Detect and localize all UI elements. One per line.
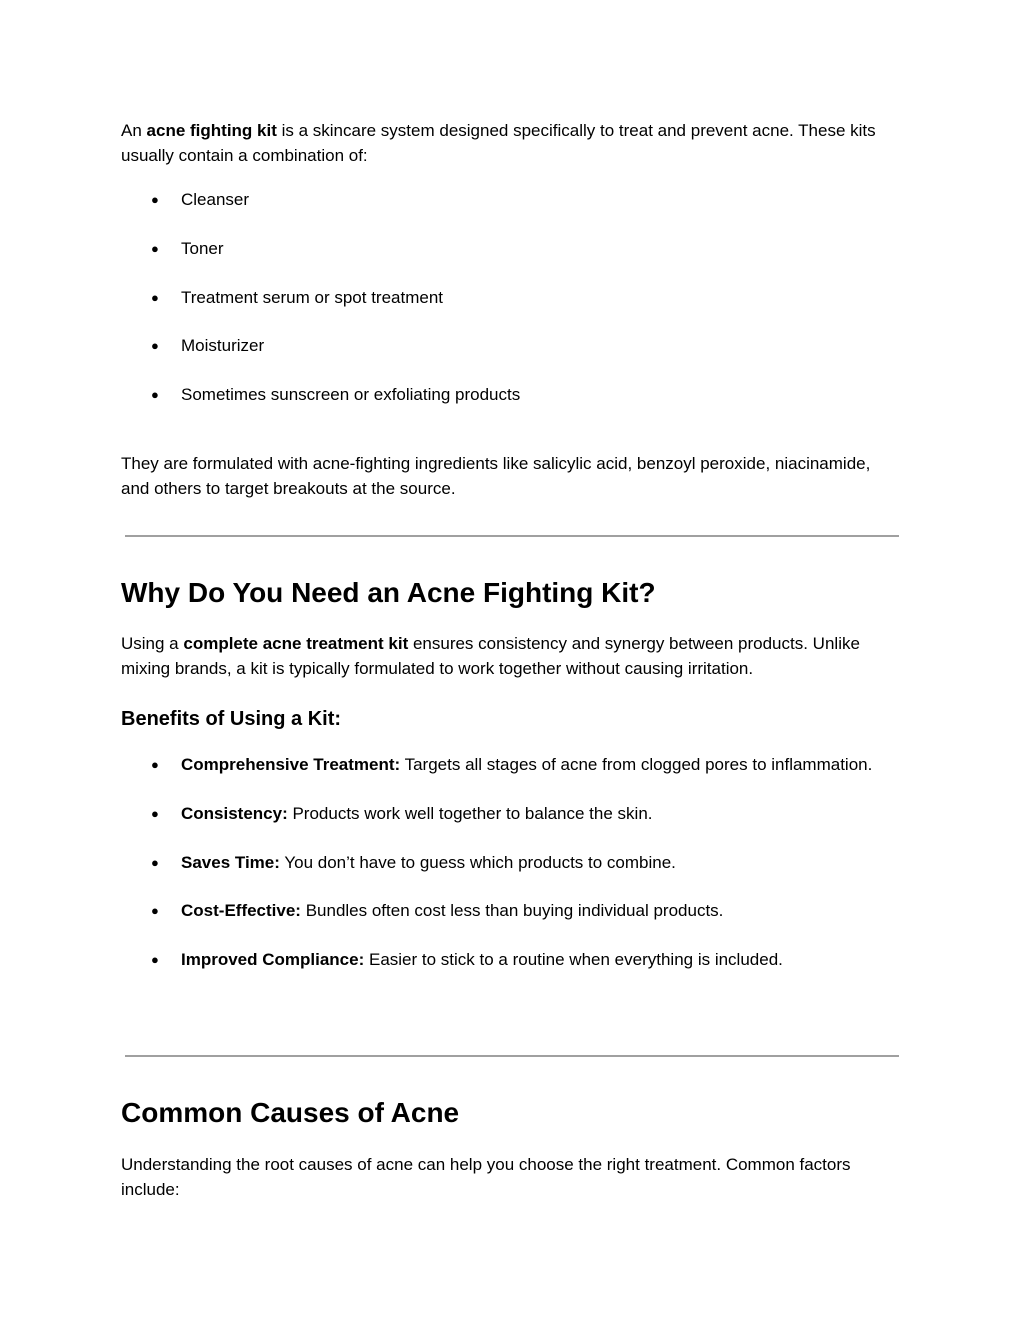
why-prefix: Using a [121, 634, 184, 653]
benefit-text: Targets all stages of acne from clogged pores to inflammation. [400, 755, 873, 774]
causes-paragraph: Understanding the root causes of acne can help you choose the right treatment. Common factors include: [121, 1155, 851, 1199]
list-item [121, 286, 881, 311]
bullet-icon: ● [151, 757, 159, 772]
benefits-list [121, 753, 881, 997]
bullet-icon: ● [151, 192, 159, 207]
benefit-label: Comprehensive Treatment: [181, 755, 401, 774]
benefit-label: Cost-Effective: [181, 901, 301, 921]
why-suffix: ensures consistency and synergy between products. Unlike mixing brands, a kit is typically formulated to work together without causing irritation. [121, 634, 860, 678]
benefit-text: Easier to stick to a routine when everything is included. [364, 950, 783, 970]
list-item [121, 851, 881, 876]
list-item-text: Toner [181, 238, 224, 258]
bullet-icon: ● [151, 289, 159, 305]
bullet-icon: ● [151, 854, 159, 870]
benefit-label: Consistency: [181, 803, 288, 823]
list-item-text: Treatment serum or spot treatment [181, 287, 444, 307]
list-item [121, 899, 881, 924]
ingredients-paragraph: They are formulated with acne-fighting ingredients like salicylic acid, benzoyl peroxide, niacinamide, and others to target breakouts at the source. [121, 454, 871, 498]
intro-bold-term: acne fighting kit [146, 121, 277, 140]
bullet-icon: ● [151, 952, 159, 968]
list-item [121, 753, 881, 778]
list-item [121, 188, 881, 213]
benefit-text: You don’t have to guess which products to combine. [279, 852, 676, 872]
list-item [121, 334, 881, 359]
divider [125, 1055, 899, 1057]
why-heading: Why Do You Need an Acne Fighting Kit? [121, 577, 656, 608]
components-list [121, 188, 881, 432]
intro-suffix: is a skincare system designed specifically to treat and prevent acne. These kits usually contain a combination of: [121, 121, 876, 165]
benefit-label: Saves Time: [181, 852, 280, 872]
list-item-text: Sometimes sunscreen or exfoliating products [181, 385, 521, 405]
bullet-icon: ● [151, 903, 159, 919]
benefit-label: Improved Compliance: [181, 950, 365, 970]
causes-heading: Common Causes of Acne [121, 1097, 460, 1128]
divider [125, 535, 899, 537]
list-item-text: Cleanser [181, 190, 250, 209]
bullet-icon: ● [151, 805, 159, 821]
bullet-icon: ● [151, 240, 159, 256]
list-item [121, 802, 881, 827]
intro-prefix: An [121, 121, 147, 140]
why-paragraph [121, 632, 881, 681]
benefit-text: Bundles often cost less than buying individual products. [300, 901, 724, 921]
why-bold-term: complete acne treatment kit [183, 634, 409, 653]
benefit-text: Products work well together to balance the skin. [287, 803, 653, 823]
bullet-icon: ● [151, 387, 159, 403]
bullet-icon: ● [151, 338, 159, 354]
list-item-text: Moisturizer [181, 336, 265, 356]
list-item [121, 237, 881, 262]
benefits-heading: Benefits of Using a Kit: [121, 708, 342, 730]
intro-paragraph [121, 119, 881, 168]
list-item [121, 383, 881, 408]
list-item [121, 948, 881, 973]
